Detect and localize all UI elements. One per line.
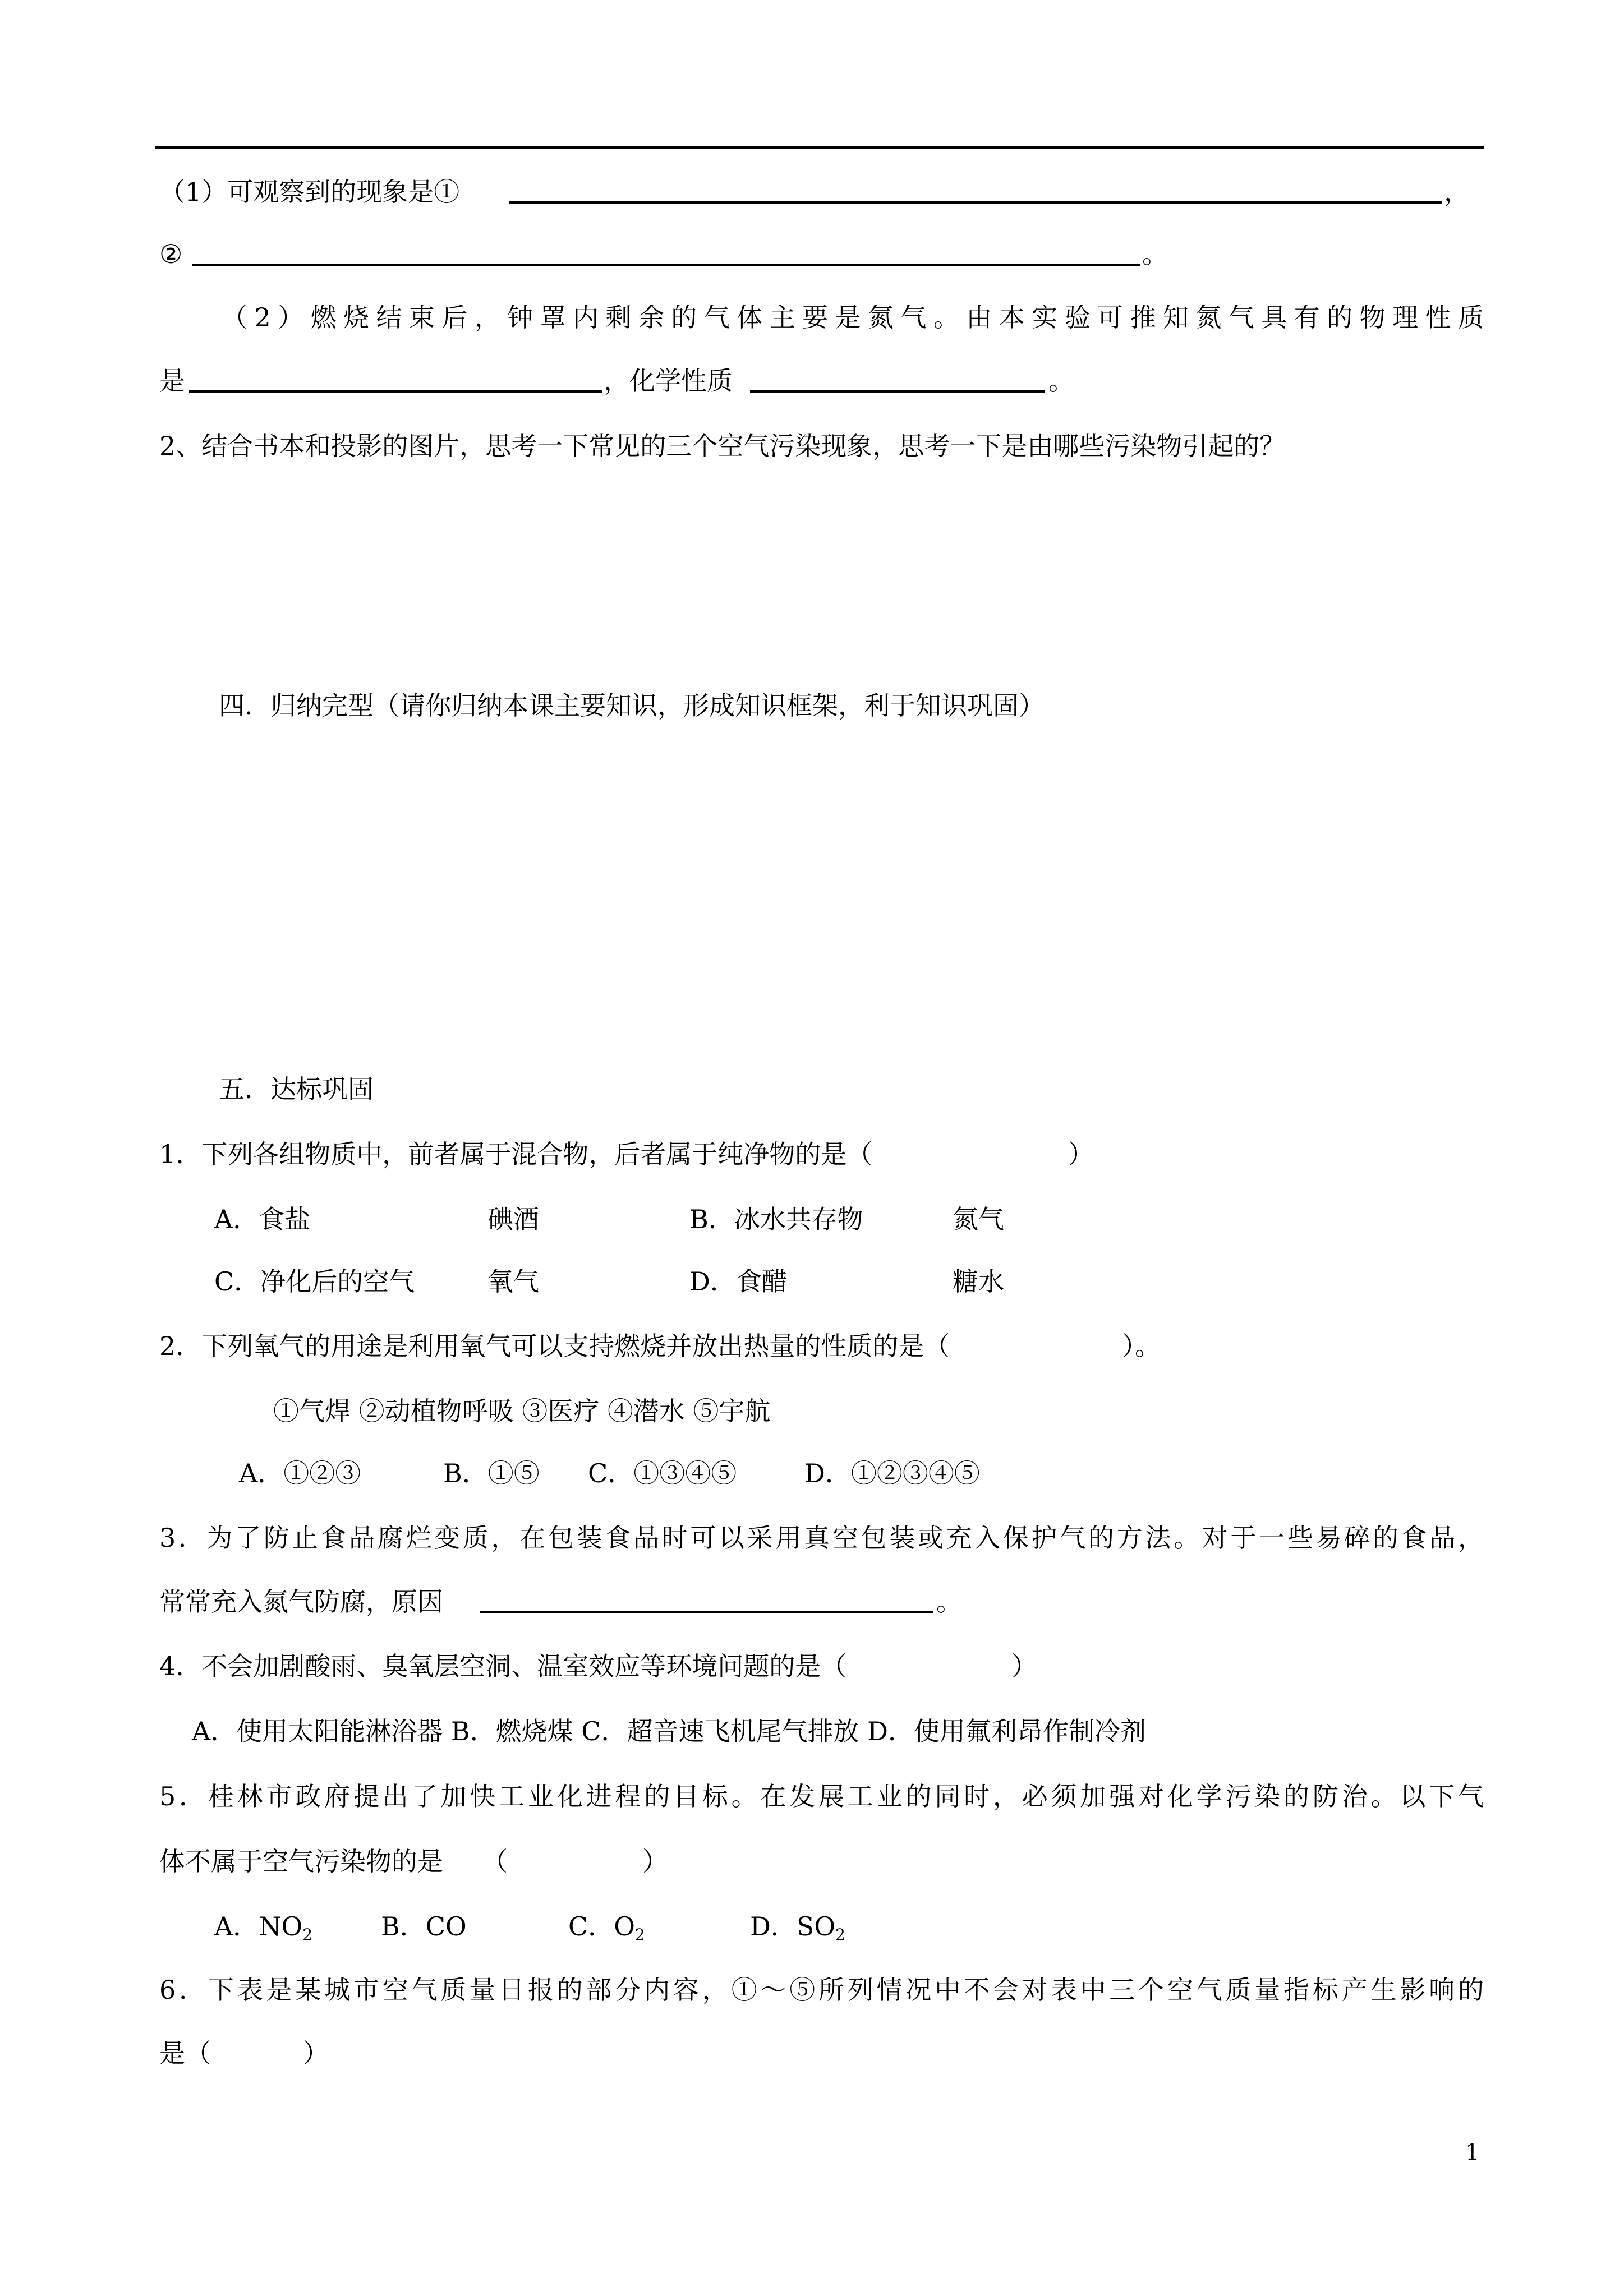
header-rule <box>155 146 1484 149</box>
ex1-option-d-b: 糖水 <box>953 1266 1004 1297</box>
ex2-option-c: C．①③④⑤ <box>588 1458 737 1488</box>
question-2: 2、结合书本和投影的图片，思考一下常见的三个空气污染现象，思考一下是由哪些污染物引起的？ <box>159 431 1286 461</box>
ex4-stem-text: 4．不会加剧酸雨、臭氧层空洞、温室效应等环境问题的是（ <box>159 1651 847 1681</box>
period: 。 <box>936 1587 962 1617</box>
ex1-options-row2 <box>214 1264 1056 1299</box>
ex5-option-a <box>214 1909 312 1952</box>
ex4-answer-paren: ） <box>1011 1651 1037 1681</box>
chemical-property-blank[interactable] <box>750 363 1045 393</box>
ex1-option-d: D．食醋 <box>689 1266 788 1297</box>
answer-blank-1[interactable] <box>509 174 1442 204</box>
ex5-option-c-label: C．O <box>568 1911 635 1942</box>
physical-property-blank[interactable] <box>189 363 602 393</box>
ex2-stem-text: 2．下列氧气的用途是利用氧气可以支持燃烧并放出热量的性质的是（ <box>159 1331 950 1361</box>
ex3-line2-text: 常常充入氮气防腐，原因 <box>159 1587 443 1617</box>
ex5-line2-text: 体不属于空气污染物的是 （ <box>159 1846 508 1877</box>
ex5-answer-paren: ） <box>642 1846 668 1877</box>
exercise-6-line1: 6．下表是某城市空气质量日报的部分内容，①～⑤所列情况中不会对表中三个空气质量指标产生影响的 <box>159 1975 1484 2005</box>
ex2-option-a: A．①②③ <box>239 1458 361 1488</box>
subscript: 2 <box>634 1925 645 1944</box>
ex1-option-b-b: 氮气 <box>953 1204 1004 1234</box>
comma: ， <box>1444 177 1470 207</box>
q1-part1-prefix: （1）可观察到的现象是① <box>159 177 460 207</box>
exercise-1-stem <box>159 1137 1094 1172</box>
period: 。 <box>1048 366 1074 396</box>
ex2-option-b: B．①⑤ <box>443 1458 540 1488</box>
ex5-option-b <box>381 1909 467 1944</box>
ex6-line2-text: 是（ <box>159 2038 211 2068</box>
ex1-options-row1 <box>214 1202 1056 1237</box>
q1-part1-line2 <box>159 237 1168 271</box>
ex2-items: ①气焊 ②动植物呼吸 ③医疗 ④潜水 ⑤宇航 <box>273 1396 771 1426</box>
ex1-option-b: B．冰水共存物 <box>689 1204 863 1234</box>
exercise-3-line2 <box>159 1584 962 1619</box>
subscript: 2 <box>302 1925 313 1944</box>
exercise-5-line2 <box>159 1844 668 1879</box>
ex1-option-c-b: 氧气 <box>487 1266 539 1297</box>
ex2-option-d: D．①②③④⑤ <box>804 1458 980 1488</box>
period: 。 <box>1142 239 1168 269</box>
ex5-option-d <box>750 1909 845 1952</box>
ex6-answer-paren: ） <box>303 2038 329 2068</box>
section-4-heading: 四．归纳完型（请你归纳本课主要知识，形成知识框架，利于知识巩固） <box>219 690 1045 721</box>
ex5-options <box>214 1909 1056 1944</box>
ex1-answer-paren: ） <box>1068 1139 1094 1169</box>
section-5-heading: 五．达标巩固 <box>219 1074 374 1104</box>
page-number: 1 <box>1465 2140 1480 2165</box>
ex5-option-c <box>568 1909 645 1952</box>
q1-part2-line1: （2）燃烧结束后，钟罩内剩余的气体主要是氮气。由本实验可推知氮气具有的物理性质 <box>222 302 1484 333</box>
exercise-3-line1: 3．为了防止食品腐烂变质，在包装食品时可以采用真空包装或充入保护气的方法。对于一些易碎的食品， <box>159 1523 1484 1553</box>
q1-part2-mid: ，化学性质 <box>604 366 733 396</box>
ex5-option-b-label: B．CO <box>381 1911 467 1942</box>
subscript: 2 <box>835 1925 845 1944</box>
ex5-option-a-label: A．NO <box>214 1911 303 1942</box>
answer-blank-2[interactable] <box>192 237 1140 266</box>
exercise-5-line1: 5．桂林市政府提出了加快工业化进程的目标。在发展工业的同时，必须加强对化学污染的防治。以下气 <box>159 1781 1484 1811</box>
ex2-answer-paren: ）。 <box>1122 1331 1161 1361</box>
circled-2: ② <box>159 239 183 269</box>
ex5-option-d-label: D．SO <box>750 1911 836 1942</box>
exercise-4-stem <box>159 1649 1037 1684</box>
ex2-options <box>239 1456 1080 1491</box>
exercise-2-stem <box>159 1329 1161 1363</box>
ex1-stem-text: 1．下列各组物质中，前者属于混合物，后者属于纯净物的是（ <box>159 1139 873 1169</box>
q1-part2-prefix: 是 <box>159 366 185 396</box>
q1-part2-line2 <box>159 363 1074 398</box>
ex1-option-a: A．食盐 <box>214 1204 311 1234</box>
exercise-6-line2 <box>159 2036 329 2071</box>
ex1-option-c: C．净化后的空气 <box>214 1266 415 1297</box>
reason-blank[interactable] <box>480 1584 933 1613</box>
q1-part1-line1 <box>159 174 1470 209</box>
ex1-option-a-b: 碘酒 <box>487 1204 539 1234</box>
ex4-options: A．使用太阳能淋浴器 B．燃烧煤 C．超音速飞机尾气排放 D．使用氟利昂作制冷剂 <box>192 1716 1146 1746</box>
